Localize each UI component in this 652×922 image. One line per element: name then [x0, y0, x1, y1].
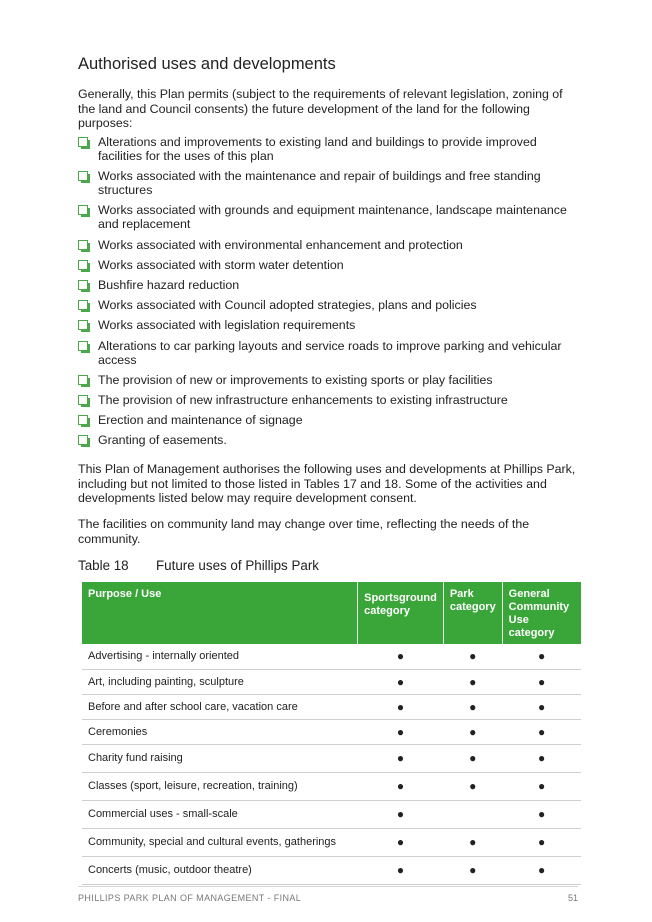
- cell-sportsground: ●: [358, 772, 444, 800]
- cell-park: ●: [443, 694, 502, 719]
- checkbox-bullet-icon: [78, 395, 88, 405]
- cell-general: ●: [502, 772, 581, 800]
- list-item-text: Works associated with environmental enhancement and protection: [98, 237, 463, 252]
- cell-purpose: Community, special and cultural events, gatherings: [82, 828, 358, 856]
- table-row: [82, 856, 581, 884]
- checkbox-bullet-icon: [78, 137, 88, 147]
- list-item-text: Alterations to car parking layouts and service roads to improve parking and vehicular access: [98, 338, 562, 367]
- footer-page-number: 51: [567, 893, 578, 903]
- list-item-text: Bushfire hazard reduction: [98, 277, 240, 292]
- list-item: [78, 373, 578, 387]
- header-general-community: General Community Use category: [502, 582, 581, 644]
- list-item-text: The provision of new or improvements to existing sports or play facilities: [98, 372, 493, 387]
- cell-sportsground: ●: [358, 644, 444, 669]
- cell-purpose: Advertising - internally oriented: [82, 644, 358, 669]
- purposes-list: [78, 135, 578, 453]
- table-row: [82, 644, 581, 669]
- checkbox-bullet-icon: [78, 341, 88, 351]
- table-row: [82, 669, 581, 694]
- cell-sportsground: ●: [358, 856, 444, 884]
- cell-purpose: Commercial uses - small-scale: [82, 800, 358, 828]
- list-item: [78, 135, 578, 163]
- list-item: [78, 258, 578, 272]
- intro-paragraph: Generally, this Plan permits (subject to the requirements of relevant legislation, zoning of the land and Council consents) the future development of the land for the following purposes:: [78, 87, 563, 130]
- cell-park: ●: [443, 772, 502, 800]
- table-caption-title: Future uses of Phillips Park: [156, 558, 319, 573]
- table-row: [82, 719, 581, 744]
- checkbox-bullet-icon: [78, 375, 88, 385]
- table-caption-number: Table 18: [78, 558, 129, 573]
- list-item: [78, 393, 578, 407]
- list-item-text: Erection and maintenance of signage: [98, 413, 303, 428]
- cell-purpose: Concerts (music, outdoor theatre): [82, 856, 358, 884]
- table-row: [82, 694, 581, 719]
- checkbox-bullet-icon: [78, 260, 88, 270]
- list-item: [78, 298, 578, 312]
- header-purpose: Purpose / Use: [82, 582, 358, 644]
- cell-general: ●: [502, 800, 581, 828]
- cell-purpose: Art, including painting, sculpture: [82, 669, 358, 694]
- list-item-text: Alterations and improvements to existing land and buildings to provide improved facilities for the uses of this plan: [98, 135, 537, 163]
- authorisation-paragraph: This Plan of Management authorises the following uses and developments at Phillips Park, including but not limited to those listed in Tables 17 and 18. Some of the activities and developments listed below may require development consent.: [78, 462, 576, 505]
- table-row: [82, 828, 581, 856]
- section-heading: Authorised uses and developments: [78, 55, 336, 73]
- footer-divider: [78, 886, 578, 887]
- cell-park: [443, 800, 502, 828]
- checkbox-bullet-icon: [78, 171, 88, 181]
- cell-general: ●: [502, 644, 581, 669]
- cell-park: ●: [443, 856, 502, 884]
- checkbox-bullet-icon: [78, 300, 88, 310]
- list-item-text: Works associated with storm water detention: [98, 257, 344, 272]
- list-item: [78, 318, 578, 332]
- checkbox-bullet-icon: [78, 320, 88, 330]
- list-item-text: Works associated with the maintenance and repair of buildings and free standing structures: [98, 169, 541, 198]
- facilities-paragraph: The facilities on community land may change over time, reflecting the needs of the community.: [78, 517, 530, 546]
- cell-general: ●: [502, 744, 581, 772]
- cell-sportsground: ●: [358, 719, 444, 744]
- table-row: [82, 744, 581, 772]
- list-item-text: Works associated with grounds and equipment maintenance, landscape maintenance and replacement: [98, 203, 567, 232]
- header-sportsground: Sportsground category: [358, 582, 444, 644]
- list-item-text: Works associated with legislation requirements: [98, 318, 356, 333]
- cell-purpose: Ceremonies: [82, 719, 358, 744]
- footer-document-title: PHILLIPS PARK PLAN OF MANAGEMENT - FINAL: [78, 893, 302, 903]
- list-item: [78, 238, 578, 252]
- cell-general: ●: [502, 694, 581, 719]
- list-item: [78, 339, 578, 367]
- list-item-text: The provision of new infrastructure enhancements to existing infrastructure: [98, 392, 508, 407]
- cell-purpose: Before and after school care, vacation care: [82, 694, 358, 719]
- cell-general: ●: [502, 828, 581, 856]
- cell-general: ●: [502, 669, 581, 694]
- list-item: [78, 169, 578, 197]
- cell-general: ●: [502, 856, 581, 884]
- cell-sportsground: ●: [358, 828, 444, 856]
- cell-sportsground: ●: [358, 800, 444, 828]
- cell-park: ●: [443, 644, 502, 669]
- cell-park: ●: [443, 669, 502, 694]
- cell-park: ●: [443, 828, 502, 856]
- future-uses-table: [82, 582, 581, 885]
- checkbox-bullet-icon: [78, 240, 88, 250]
- header-park: Park category: [443, 582, 502, 644]
- list-item: [78, 433, 578, 447]
- cell-purpose: Classes (sport, leisure, recreation, training): [82, 772, 358, 800]
- cell-purpose: Charity fund raising: [82, 744, 358, 772]
- list-item: [78, 203, 578, 231]
- cell-sportsground: ●: [358, 669, 444, 694]
- list-item-text: Granting of easements.: [98, 433, 227, 448]
- list-item: [78, 413, 578, 427]
- cell-park: ●: [443, 744, 502, 772]
- checkbox-bullet-icon: [78, 205, 88, 215]
- table-caption: [78, 558, 319, 573]
- table-row: [82, 772, 581, 800]
- cell-sportsground: ●: [358, 694, 444, 719]
- cell-sportsground: ●: [358, 744, 444, 772]
- table-row: [82, 800, 581, 828]
- cell-park: ●: [443, 719, 502, 744]
- list-item-text: Works associated with Council adopted strategies, plans and policies: [98, 298, 477, 313]
- table-header-row: [82, 582, 581, 644]
- checkbox-bullet-icon: [78, 415, 88, 425]
- checkbox-bullet-icon: [78, 280, 88, 290]
- cell-general: ●: [502, 719, 581, 744]
- checkbox-bullet-icon: [78, 435, 88, 445]
- list-item: [78, 278, 578, 292]
